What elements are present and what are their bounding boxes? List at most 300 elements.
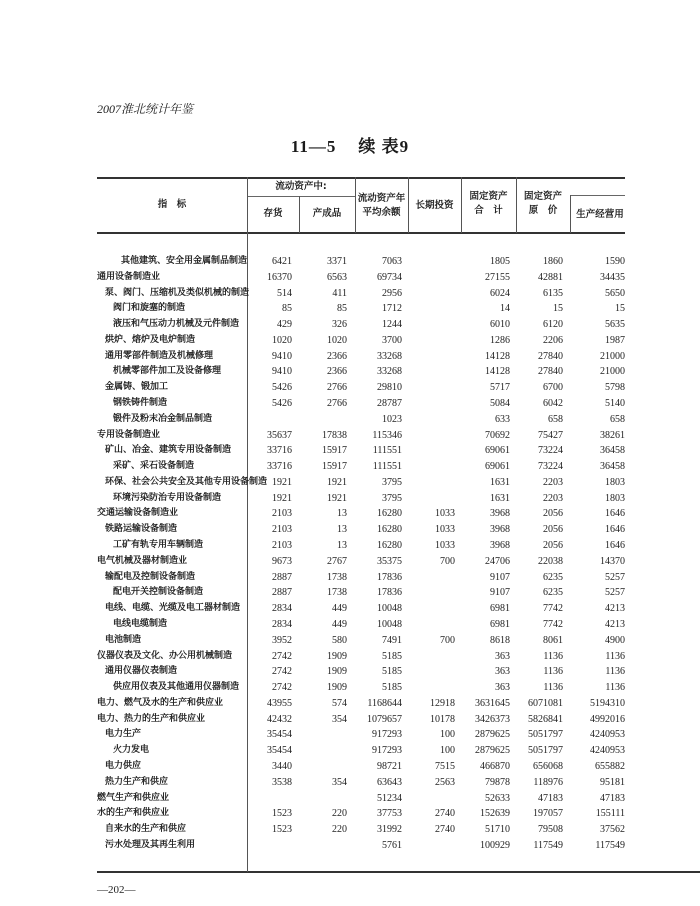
row-cell: 429 [277,319,292,331]
row-cell: 5185 [382,666,402,678]
row-cell: 2366 [327,350,347,362]
row-cell: 1631 [490,492,510,504]
row-cell: 10048 [377,618,402,630]
row-cell: 7742 [543,603,563,615]
row-cell: 47183 [600,792,625,804]
row-cell: 2056 [543,540,563,552]
row-cell: 5650 [605,287,625,299]
page-number: —202— [97,884,136,896]
row-label: 电力、热力的生产和供应业 [97,713,206,724]
row-cell: 1646 [605,508,625,520]
table-row [0,585,700,600]
row-cell: 36458 [600,461,625,473]
row-cell: 2742 [272,650,292,662]
row-label: 通用仪器仪表制造 [105,666,178,677]
table-top-rule [97,177,625,179]
row-cell: 70692 [485,429,510,441]
row-cell: 13 [337,508,347,520]
row-cell: 85 [337,303,347,315]
table-row [0,380,700,395]
row-cell: 34435 [600,271,625,283]
row-label: 钢铁铸件制造 [113,398,168,409]
row-cell: 69734 [377,271,402,283]
row-cell: 363 [495,650,510,662]
row-label: 燃气生产和供应业 [97,792,170,803]
row-cell: 1921 [327,492,347,504]
row-cell: 7063 [382,256,402,267]
row-cell: 580 [332,634,347,646]
row-cell: 1646 [605,524,625,536]
row-cell: 658 [548,413,563,425]
table-caption: 续 表9 [358,137,410,156]
row-cell: 2056 [543,508,563,520]
row-cell: 4240953 [590,729,625,741]
table-row [0,428,700,443]
header-divider [570,195,571,233]
row-cell: 1168644 [367,697,402,709]
running-head: 2007淮北统计年鉴 [97,102,194,116]
row-cell: 6024 [490,287,510,299]
row-cell: 4213 [605,603,625,615]
row-label: 火力发电 [113,745,150,756]
table-row [0,696,700,711]
row-label: 泵、阀门、压缩机及类似机械的制造 [105,287,250,298]
row-cell: 100 [440,729,455,741]
row-cell: 1033 [435,508,455,520]
header-fixed-assets-total-line1: 固定资产 [469,191,508,202]
row-label: 采矿、采石设备制造 [113,461,195,472]
header-fixed-assets-original-line1: 固定资产 [523,191,562,202]
row-cell: 3968 [490,508,510,520]
row-cell: 35454 [267,729,292,741]
row-cell: 14128 [485,350,510,362]
header-fixed-assets-original-line2: 原 价 [528,205,558,216]
row-cell: 466870 [480,760,510,772]
row-cell: 1738 [327,571,347,583]
row-label: 电力生产 [105,729,142,740]
row-cell: 2956 [382,287,402,299]
header-long-term-investment: 长期投资 [415,200,454,211]
row-cell: 37562 [600,824,625,836]
row-cell: 5826841 [528,713,563,725]
row-cell: 917293 [372,745,402,757]
row-cell: 1523 [272,824,292,836]
row-cell: 47183 [538,792,563,804]
row-cell: 33716 [267,445,292,457]
row-cell: 33268 [377,366,402,378]
row-cell: 6120 [543,319,563,331]
row-label: 电线电缆制造 [113,618,168,629]
table-bottom-rule [97,871,700,873]
row-cell: 354 [332,713,347,725]
row-cell: 1921 [327,476,347,488]
row-cell: 1909 [327,666,347,678]
row-cell: 3631645 [475,697,510,709]
row-cell: 514 [277,287,292,299]
table-row [0,791,700,806]
row-cell: 21000 [600,350,625,362]
row-cell: 5051797 [528,729,563,741]
row-cell: 7491 [382,634,402,646]
row-cell: 95181 [600,776,625,788]
row-cell: 35454 [267,745,292,757]
table-row [0,270,700,285]
row-label: 环保、社会公共安全及其他专用设备制造 [105,476,268,487]
row-cell: 2887 [272,587,292,599]
row-cell: 1921 [272,476,292,488]
row-cell: 7515 [435,760,455,772]
row-cell: 2203 [543,492,563,504]
row-cell: 363 [495,682,510,694]
table-title [0,132,700,157]
production-use-subrule [570,195,625,196]
row-label: 通用设备制造业 [97,271,161,282]
row-cell: 43955 [267,697,292,709]
row-cell: 4900 [605,634,625,646]
row-cell: 1803 [605,476,625,488]
row-cell: 2766 [327,398,347,410]
row-cell: 10048 [377,603,402,615]
row-cell: 4213 [605,618,625,630]
row-cell: 79508 [538,824,563,836]
row-cell: 2834 [272,618,292,630]
row-label: 机械零部件加工及设备修理 [113,366,222,377]
row-cell: 656068 [533,760,563,772]
row-cell: 2366 [327,366,347,378]
row-cell: 118976 [533,776,563,788]
row-cell: 22038 [538,555,563,567]
row-label: 环境污染防治专用设备制造 [113,492,222,503]
table-row [0,522,700,537]
table-row [0,759,700,774]
row-cell: 117549 [595,839,625,851]
row-cell: 5257 [605,571,625,583]
row-cell: 35637 [267,429,292,441]
row-cell: 1033 [435,540,455,552]
table-row [0,664,700,679]
header-fixed-assets-total [461,190,516,218]
row-cell: 1244 [382,319,402,331]
row-cell: 5426 [272,382,292,394]
row-cell: 3952 [272,634,292,646]
row-label: 锻件及粉末冶金制品制造 [113,413,213,424]
row-cell: 3968 [490,524,510,536]
row-cell: 51234 [377,792,402,804]
row-cell: 6042 [543,398,563,410]
table-row [0,349,700,364]
table-row [0,712,700,727]
row-label: 通用零部件制造及机械修理 [105,350,214,361]
table-row [0,491,700,506]
row-cell: 9410 [272,366,292,378]
row-label: 污水处理及其再生利用 [105,839,196,850]
row-cell: 100 [440,745,455,757]
row-label: 输配电及控制设备制造 [105,571,196,582]
row-cell: 2834 [272,603,292,615]
table-row [0,475,700,490]
row-cell: 449 [332,603,347,615]
row-cell: 354 [332,776,347,788]
row-cell: 14370 [600,555,625,567]
table-row [0,538,700,553]
row-cell: 2056 [543,524,563,536]
table-row [0,317,700,332]
header-avg-current-assets-line1: 流动资产年 [357,193,406,204]
row-label: 烘炉、熔炉及电炉制造 [105,334,196,345]
row-cell: 1020 [327,334,347,346]
row-cell: 1590 [605,256,625,267]
row-cell: 3538 [272,776,292,788]
row-label: 工矿有轨专用车辆制造 [113,540,204,551]
row-cell: 2879625 [475,729,510,741]
table-row [0,506,700,521]
row-cell: 15 [615,303,625,315]
table-row [0,443,700,458]
row-cell: 1631 [490,476,510,488]
row-cell: 13 [337,524,347,536]
row-cell: 1023 [382,413,402,425]
row-cell: 5798 [605,382,625,394]
row-cell: 1136 [605,682,625,694]
row-cell: 1803 [605,492,625,504]
header-fixed-assets-original [516,190,570,218]
row-cell: 633 [495,413,510,425]
row-cell: 1286 [490,334,510,346]
row-label: 专用设备制造业 [97,429,161,440]
row-cell: 6981 [490,618,510,630]
row-cell: 2767 [327,555,347,567]
row-cell: 5426 [272,398,292,410]
row-cell: 5635 [605,319,625,331]
row-cell: 33268 [377,350,402,362]
row-cell: 3700 [382,334,402,346]
row-cell: 1020 [272,334,292,346]
row-label: 矿山、冶金、建筑专用设备制造 [105,445,232,456]
row-cell: 574 [332,697,347,709]
row-cell: 15917 [322,461,347,473]
row-label: 水的生产和供应业 [97,808,170,819]
row-cell: 24706 [485,555,510,567]
row-cell: 700 [440,634,455,646]
row-label: 仪器仪表及文化、办公用机械制造 [97,650,233,661]
row-label: 电气机械及器材制造业 [97,555,188,566]
table-row [0,633,700,648]
row-cell: 9107 [490,587,510,599]
row-label: 电线、电缆、光缆及电工器材制造 [105,603,241,614]
row-cell: 9107 [490,571,510,583]
row-cell: 1712 [382,303,402,315]
row-cell: 700 [440,555,455,567]
row-cell: 155111 [595,808,625,820]
table-row [0,743,700,758]
row-cell: 6235 [543,571,563,583]
row-cell: 79878 [485,776,510,788]
row-cell: 1738 [327,587,347,599]
row-cell: 69061 [485,461,510,473]
row-cell: 411 [332,287,347,299]
header-production-use: 生产经营用 [576,209,624,220]
row-cell: 6563 [327,271,347,283]
row-cell: 9410 [272,350,292,362]
row-cell: 2740 [435,824,455,836]
row-label: 其他建筑、安全用金属制品制造 [121,256,248,266]
row-label: 交通运输设备制造业 [97,508,179,519]
table-row [0,301,700,316]
table-row [0,254,700,269]
row-cell: 73224 [538,445,563,457]
row-label: 热力生产和供应 [105,776,169,787]
row-cell: 655882 [595,760,625,772]
row-cell: 63643 [377,776,402,788]
row-label: 自来水的生产和供应 [105,824,187,835]
row-cell: 1079657 [367,713,402,725]
header-fixed-assets-total-line2: 合 计 [474,205,503,216]
row-cell: 4992016 [590,713,625,725]
current-assets-subrule [247,196,355,197]
row-cell: 15 [553,303,563,315]
row-label: 配电开关控制设备制造 [113,587,204,598]
row-cell: 5257 [605,587,625,599]
row-cell: 2563 [435,776,455,788]
row-cell: 2740 [435,808,455,820]
row-cell: 16370 [267,271,292,283]
row-cell: 6010 [490,319,510,331]
row-cell: 12918 [430,697,455,709]
row-cell: 1523 [272,808,292,820]
row-cell: 98721 [377,760,402,772]
row-cell: 8061 [543,634,563,646]
row-cell: 6981 [490,603,510,615]
row-cell: 9673 [272,555,292,567]
row-cell: 6421 [272,256,292,267]
row-cell: 1921 [272,492,292,504]
row-cell: 29810 [377,382,402,394]
row-cell: 31992 [377,824,402,836]
row-cell: 14 [500,303,510,315]
table-row [0,570,700,585]
table-row [0,822,700,837]
row-cell: 42432 [267,713,292,725]
row-cell: 38261 [600,429,625,441]
row-cell: 21000 [600,366,625,378]
row-cell: 658 [610,413,625,425]
table-row [0,554,700,569]
row-cell: 17838 [322,429,347,441]
row-cell: 1909 [327,682,347,694]
row-cell: 115346 [372,429,402,441]
row-cell: 1909 [327,650,347,662]
row-cell: 2103 [272,540,292,552]
row-cell: 33716 [267,461,292,473]
row-cell: 449 [332,618,347,630]
row-cell: 16280 [377,508,402,520]
header-bottom-rule [97,232,625,234]
row-cell: 1987 [605,334,625,346]
row-cell: 3371 [327,256,347,267]
row-cell: 2879625 [475,745,510,757]
row-cell: 3440 [272,760,292,772]
header-indicator: 指 标 [157,199,187,210]
row-cell: 36458 [600,445,625,457]
row-cell: 5185 [382,650,402,662]
row-cell: 6235 [543,587,563,599]
row-label: 阀门和旋塞的制造 [113,303,186,314]
row-cell: 5717 [490,382,510,394]
row-cell: 52633 [485,792,510,804]
table-number: 11—5 [290,137,337,156]
row-label: 供应用仪表及其他通用仪器制造 [113,682,240,693]
row-cell: 1136 [543,650,563,662]
table-row [0,617,700,632]
row-label: 铁路运输设备制造 [105,524,178,535]
row-cell: 5140 [605,398,625,410]
table-row [0,806,700,821]
table-row [0,396,700,411]
row-cell: 4240953 [590,745,625,757]
table-row [0,680,700,695]
row-label: 金属铸、锻加工 [105,382,169,393]
row-cell: 27155 [485,271,510,283]
row-cell: 17836 [377,587,402,599]
row-cell: 111551 [372,461,402,473]
row-cell: 35375 [377,555,402,567]
row-cell: 220 [332,808,347,820]
row-cell: 27840 [538,366,563,378]
row-cell: 75427 [538,429,563,441]
row-cell: 3968 [490,540,510,552]
table-row [0,775,700,790]
header-avg-current-assets-line2: 平均余额 [362,207,401,218]
row-cell: 2206 [543,334,563,346]
row-cell: 2887 [272,571,292,583]
row-cell: 2742 [272,666,292,678]
row-cell: 1136 [605,666,625,678]
row-cell: 8618 [490,634,510,646]
row-cell: 111551 [372,445,402,457]
row-cell: 5185 [382,682,402,694]
row-cell: 6135 [543,287,563,299]
row-cell: 2742 [272,682,292,694]
row-cell: 117549 [533,839,563,851]
row-label: 电力、燃气及水的生产和供应业 [97,697,224,708]
row-cell: 17836 [377,571,402,583]
row-cell: 1136 [605,650,625,662]
row-cell: 152639 [480,808,510,820]
row-cell: 15917 [322,445,347,457]
row-cell: 1136 [543,666,563,678]
row-cell: 5761 [382,839,402,851]
row-cell: 2103 [272,524,292,536]
row-label: 液压和气压动力机械及元件制造 [113,319,240,330]
row-cell: 1033 [435,524,455,536]
row-cell: 5084 [490,398,510,410]
row-cell: 3795 [382,476,402,488]
row-cell: 1805 [490,256,510,267]
header-avg-current-assets [355,192,408,220]
row-cell: 326 [332,319,347,331]
row-cell: 917293 [372,729,402,741]
row-cell: 51710 [485,824,510,836]
table-row [0,412,700,427]
row-cell: 42881 [538,271,563,283]
row-cell: 6071081 [528,697,563,709]
row-cell: 2203 [543,476,563,488]
row-cell: 7742 [543,618,563,630]
row-cell: 16280 [377,524,402,536]
row-cell: 28787 [377,398,402,410]
row-cell: 197057 [533,808,563,820]
row-cell: 5051797 [528,745,563,757]
